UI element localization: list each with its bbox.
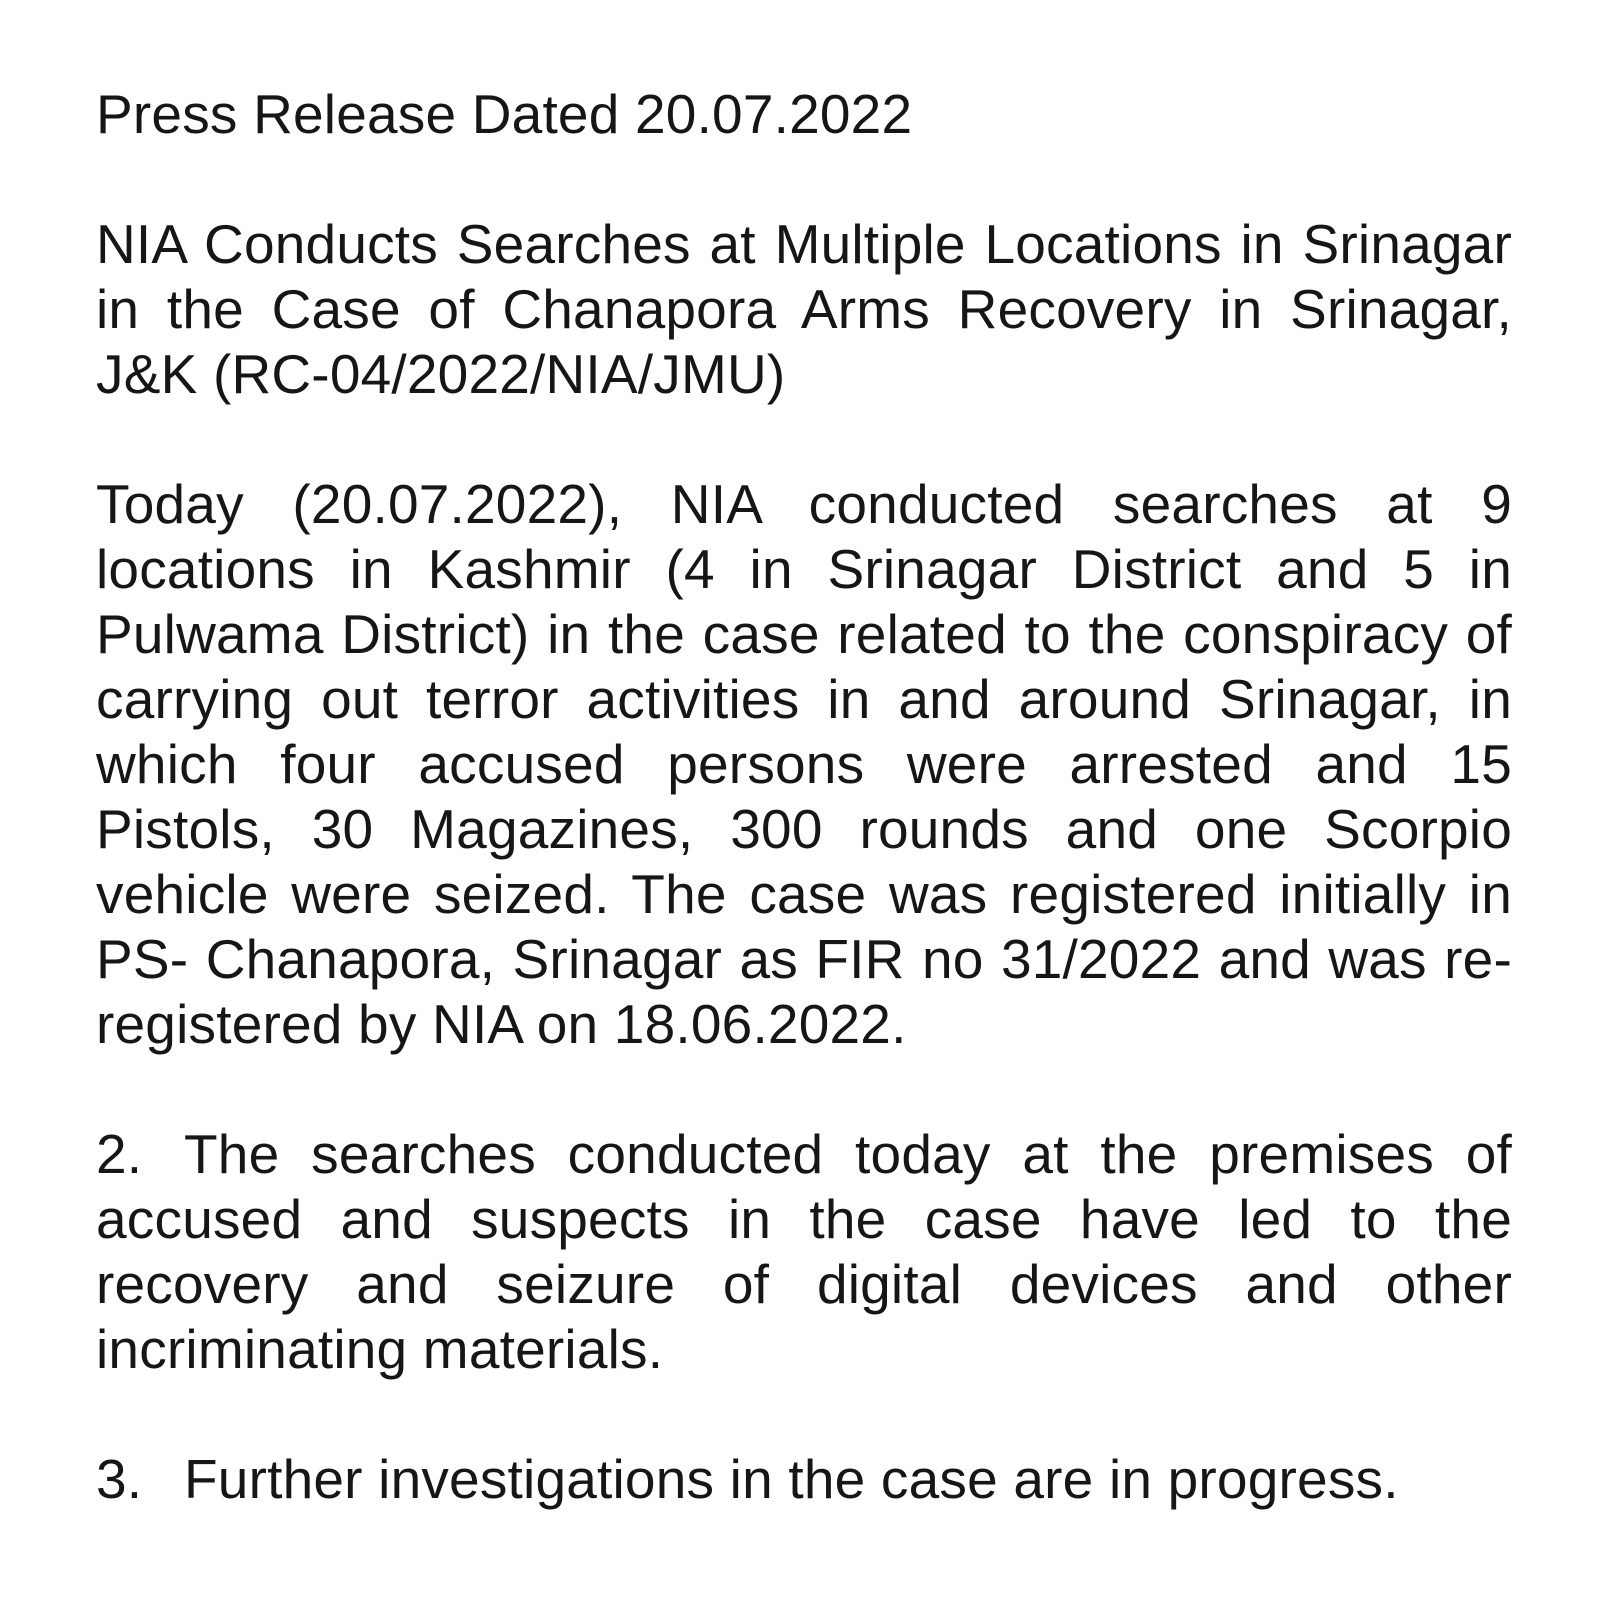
paragraph-number: 3. — [96, 1448, 143, 1510]
press-release-dateline: Press Release Dated 20.07.2022 — [96, 83, 913, 145]
numbered-paragraph-2 — [96, 1122, 1512, 1382]
paragraph-text: The searches conducted today at the premises of accused and suspects in the case have led to the recovery and seizure of digital devices and other incriminating materials. — [96, 1123, 1512, 1380]
paragraph-text: Further investigations in the case are in progress. — [184, 1448, 1399, 1510]
press-release-title: NIA Conducts Searches at Multiple Locations in Srinagar in the Case of Chanapora Arms Recovery in Srinagar, J&K (RC-04/2022/NIA/JMU) — [96, 213, 1512, 405]
paragraph-number: 2. — [96, 1123, 143, 1185]
intro-paragraph: Today (20.07.2022), NIA conducted searches at 9 locations in Kashmir (4 in Srinagar District and 5 in Pulwama District) in the case related to the conspiracy of carrying out terror activities in and around Srinagar, in which four accused persons were arrested and 15 Pistols, 30 Magazines, 300 rounds and one Scorpio vehicle were seized. The case was registered initially in PS- Chanapora, Srinagar as FIR no 31/2022 and was re-registered by NIA on 18.06.2022. — [96, 473, 1512, 1055]
press-release-document — [96, 82, 1512, 1577]
numbered-paragraph-3 — [96, 1447, 1512, 1512]
